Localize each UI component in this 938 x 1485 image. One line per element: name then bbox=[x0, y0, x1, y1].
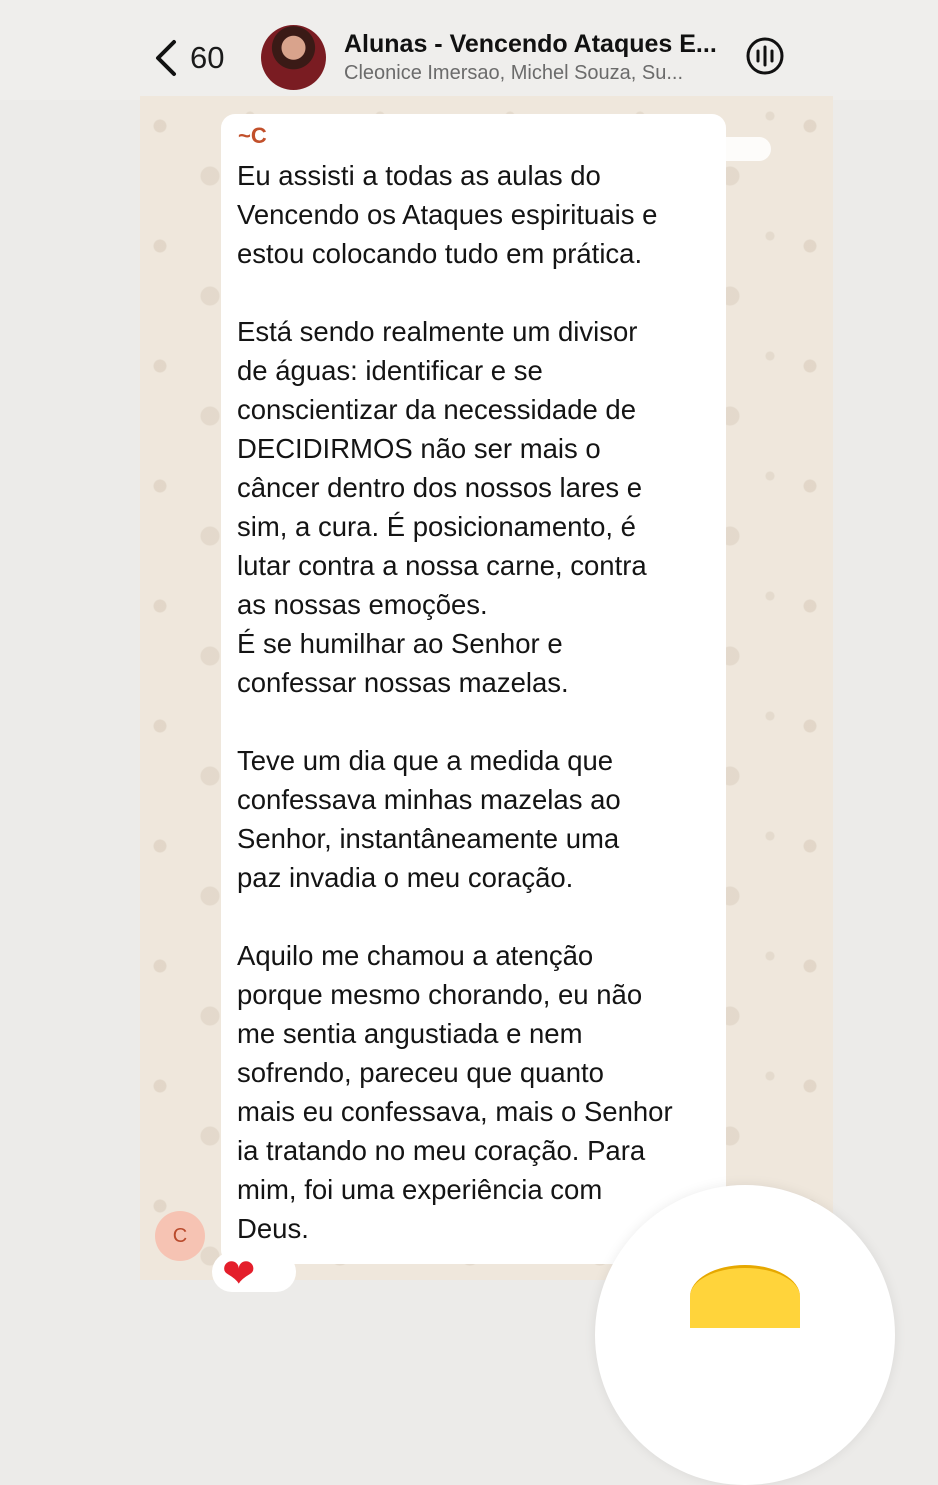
chat-title[interactable]: Alunas - Vencendo Ataques E... bbox=[344, 30, 717, 58]
reaction-picker[interactable] bbox=[595, 1185, 895, 1485]
chat-participants[interactable]: Cleonice Imersao, Michel Souza, Su... bbox=[344, 62, 684, 84]
unread-count: 60 bbox=[190, 40, 225, 75]
voice-chat-icon[interactable] bbox=[745, 36, 785, 76]
message-reaction[interactable] bbox=[212, 1252, 296, 1296]
back-button[interactable] bbox=[152, 36, 224, 80]
sender-avatar[interactable]: C bbox=[155, 1211, 205, 1261]
message-text: Eu assisti a todas as aulas do Vencendo os Ataques espirituais e estou colocando tudo em prática. Está sendo realmente um divisor de águas: identificar e se conscientizar da necessidade de DECIDIRMOS não ser mais o câncer dentro dos nossos lares e sim, a cura. É posicionamento, é lutar contra a nossa carne, contra as nossas emoções. É se humilhar ao Senhor e confessar nossas mazelas. Teve um dia que a medida que confessava minhas mazelas ao Senhor, instantâneamente uma paz invadia o meu coração. Aquilo me chamou a atenção porque mesmo chorando, eu não me sentia angustiada e nem sofrendo, pareceu que quanto mais eu confessava, mais o Senhor ia tratando no meu coração. Para mim, foi uma experiência com Deus. bbox=[237, 160, 673, 1244]
message-sender[interactable]: ~C bbox=[238, 123, 267, 148]
emoji-icon[interactable] bbox=[690, 1265, 800, 1328]
group-avatar[interactable] bbox=[261, 25, 326, 90]
chevron-left-icon bbox=[152, 38, 180, 78]
chat-header bbox=[0, 0, 938, 100]
heart-icon: ❤ bbox=[222, 1252, 256, 1296]
